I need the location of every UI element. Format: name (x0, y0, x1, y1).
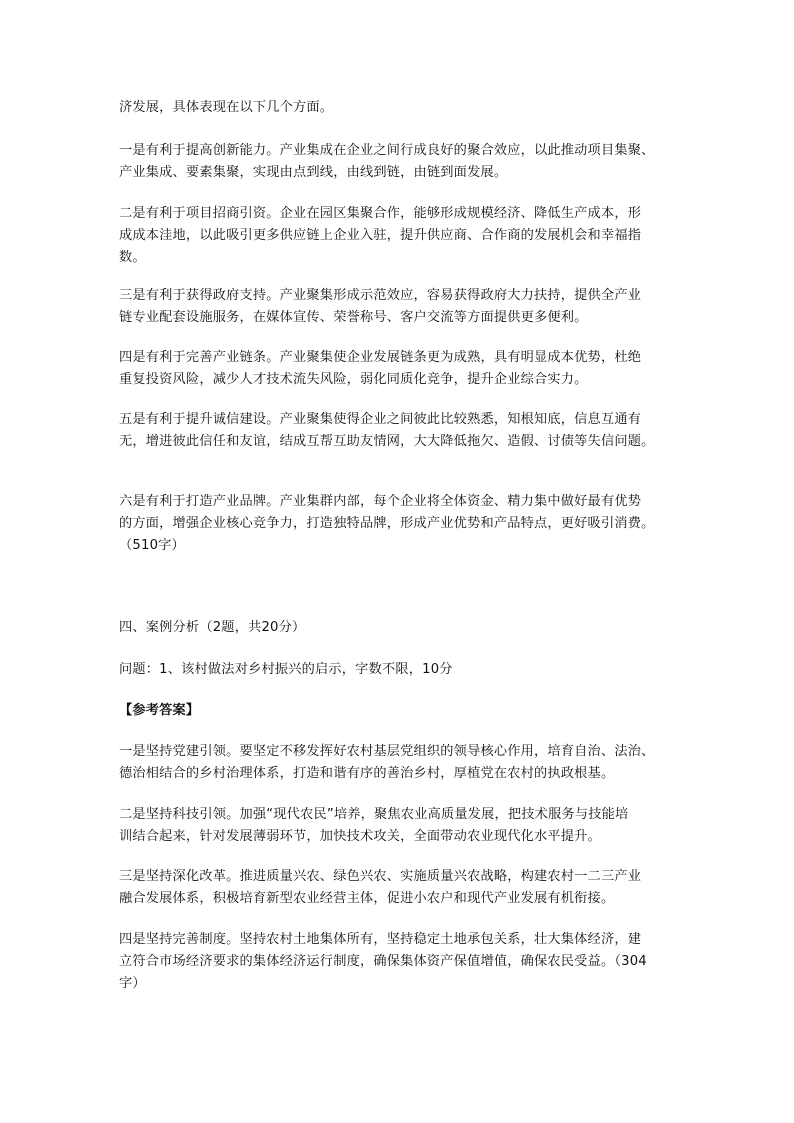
answer-paragraph-2 (119, 804, 679, 848)
text-line: （510字） (119, 538, 185, 553)
text-line: 四是坚持完善制度。坚持农村土地集体所有，坚持稳定土地承包关系，壮大集体经济，建 (119, 932, 642, 947)
text-line: 四是有利于完善产业链条。产业聚集使企业发展链条更为成熟，具有明显成本优势，杜绝 (119, 350, 642, 365)
text-line: 立符合市场经济要求的集体经济运行制度，确保集体资产保值增值，确保农民受益。（304 (119, 954, 647, 969)
benefit-paragraph-2 (119, 203, 679, 269)
text-line: 【参考答案】 (119, 703, 200, 718)
benefit-paragraph-6 (119, 491, 679, 557)
benefit-paragraph-5 (119, 409, 679, 453)
text-line: 产业集成、要素集聚，实现由点到线，由线到链，由链到面发展。 (119, 165, 508, 180)
answer-paragraph-1 (119, 741, 679, 785)
text-line: 二是有利于项目招商引资。企业在园区集聚合作，能够形成规模经济、降低生产成本，形 (119, 206, 642, 221)
text-line: 的方面，增强企业核心竞争力，打造独特品牌，形成产业优势和产品特点，更好吸引消费。 (119, 516, 655, 531)
question-text (119, 659, 679, 681)
text-line: 四、案例分析（2题，共20分） (119, 620, 306, 635)
text-line: 一是有利于提高创新能力。产业集成在企业之间行成良好的聚合效应，以此推动项目集聚、 (119, 143, 655, 158)
text-line: 字） (119, 976, 146, 991)
answer-label (119, 700, 679, 722)
text-line: 链专业配套设施服务，在媒体宣传、荣誉称号、客户交流等方面提供更多便利。 (119, 310, 588, 325)
text-line: 训结合起来，针对发展薄弱环节，加快技术攻关，全面带动农业现代化水平提升。 (119, 829, 601, 844)
text-line: 二是坚持科技引领。加强“现代农民”培养，聚焦农业高质量发展，把技术服务与技能培 (119, 807, 629, 822)
intro-paragraph (119, 97, 679, 119)
answer-paragraph-4 (119, 929, 679, 995)
text-line: 五是有利于提升诚信建设。产业聚集使得企业之间彼此比较熟悉，知根知底，信息互通有 (119, 412, 642, 427)
text-line: 六是有利于打造产业品牌。产业集群内部，每个企业将全体资金、精力集中做好最有优势 (119, 494, 642, 509)
section-title (119, 617, 679, 639)
text-line: 德治相结合的乡村治理体系，打造和谐有序的善治乡村，厚植党在农村的执政根基。 (119, 766, 615, 781)
text-line: 三是有利于获得政府支持。产业聚集形成示范效应，容易获得政府大力扶持，提供全产业 (119, 288, 642, 303)
benefit-paragraph-4 (119, 347, 679, 391)
text-line: 重复投资风险，减少人才技术流失风险，弱化同质化竞争，提升企业综合实力。 (119, 372, 588, 387)
text-line: 问题：1、该村做法对乡村振兴的启示，字数不限，10分 (119, 662, 453, 677)
text-line: 三是坚持深化改革。推进质量兴农、绿色兴农、实施质量兴农战略，构建农村一二三产业 (119, 869, 642, 884)
answer-paragraph-3 (119, 866, 679, 910)
text-line: 济发展，具体表现在以下几个方面。 (119, 100, 334, 115)
text-line: 数。 (119, 250, 146, 265)
benefit-paragraph-3 (119, 285, 679, 329)
text-line: 融合发展体系，积极培育新型农业经营主体，促进小农户和现代产业发展有机衔接。 (119, 891, 615, 906)
text-line: 无，增进彼此信任和友谊，结成互帮互助友情网，大大降低拖欠、造假、讨债等失信问题。 (119, 434, 655, 449)
text-line: 成成本洼地，以此吸引更多供应链上企业入驻，提升供应商、合作商的发展机会和幸福指 (119, 228, 642, 243)
benefit-paragraph-1 (119, 140, 679, 184)
text-line: 一是坚持党建引领。要坚定不移发挥好农村基层党组织的领导核心作用，培育自治、法治、 (119, 744, 655, 759)
